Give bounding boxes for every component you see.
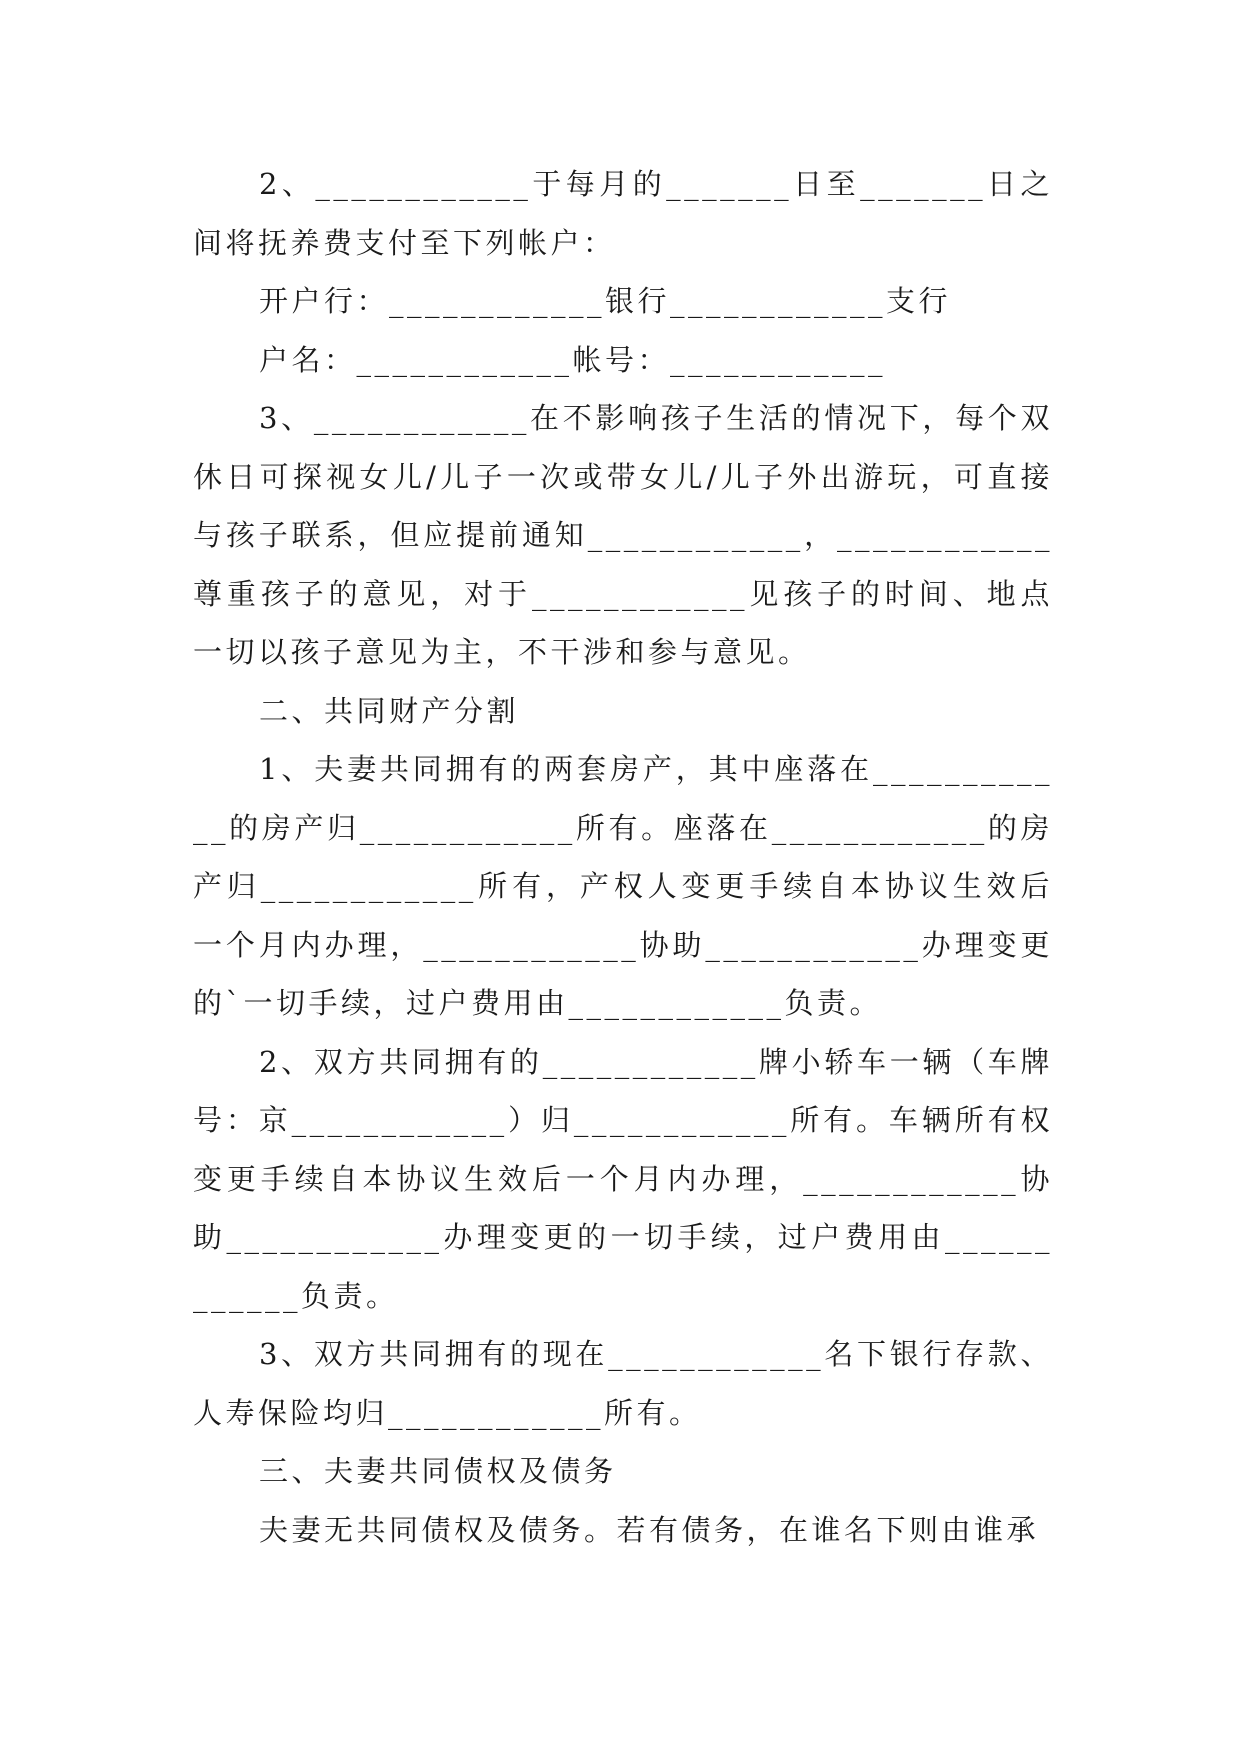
paragraph-bank-branch: 开户行：____________银行____________支行 <box>259 284 952 318</box>
paragraph-real-estate: 1、夫妻共同拥有的两套房产，其中座落在____________的房产归____________所有。座落在____________的房产归____________所有，产权人变更手续自本协议生效后一个月内办理，____________协助____________办理变更的`一切手续，过户费用由____________负责。 <box>193 752 1053 1020</box>
section-heading-property: 二、共同财产分割 <box>259 693 520 728</box>
paragraph-debts: 夫妻无共同债权及债务。若有债务，在谁名下则由谁承 <box>259 1512 1040 1547</box>
document-body <box>193 155 1053 1559</box>
paragraph-savings-insurance: 3、双方共同拥有的现在____________名下银行存款、人寿保险均归____________所有。 <box>193 1337 1053 1430</box>
paragraph-account-name: 户名：____________帐号：____________ <box>259 342 887 377</box>
section-heading-debts: 三、夫妻共同债权及债务 <box>259 1454 617 1488</box>
paragraph-payment-schedule: 2、____________于每月的_______日至_______日之间将抚养费支付至下列帐户： <box>193 167 1053 260</box>
paragraph-vehicle: 2、双方共同拥有的____________牌小轿车一辆（车牌号：京____________）归____________所有。车辆所有权变更手续自本协议生效后一个月内办理，____________协助____________办理变更的一切手续，过户费用由____________负责。 <box>193 1044 1053 1313</box>
paragraph-visitation: 3、____________在不影响孩子生活的情况下，每个双休日可探视女儿/儿子一次或带女儿/儿子外出游玩，可直接与孩子联系，但应提前通知____________，____________尊重孩子的意见，对于____________见孩子的时间、地点一切以孩子意见为主，不干涉和参与意见。 <box>193 401 1053 669</box>
